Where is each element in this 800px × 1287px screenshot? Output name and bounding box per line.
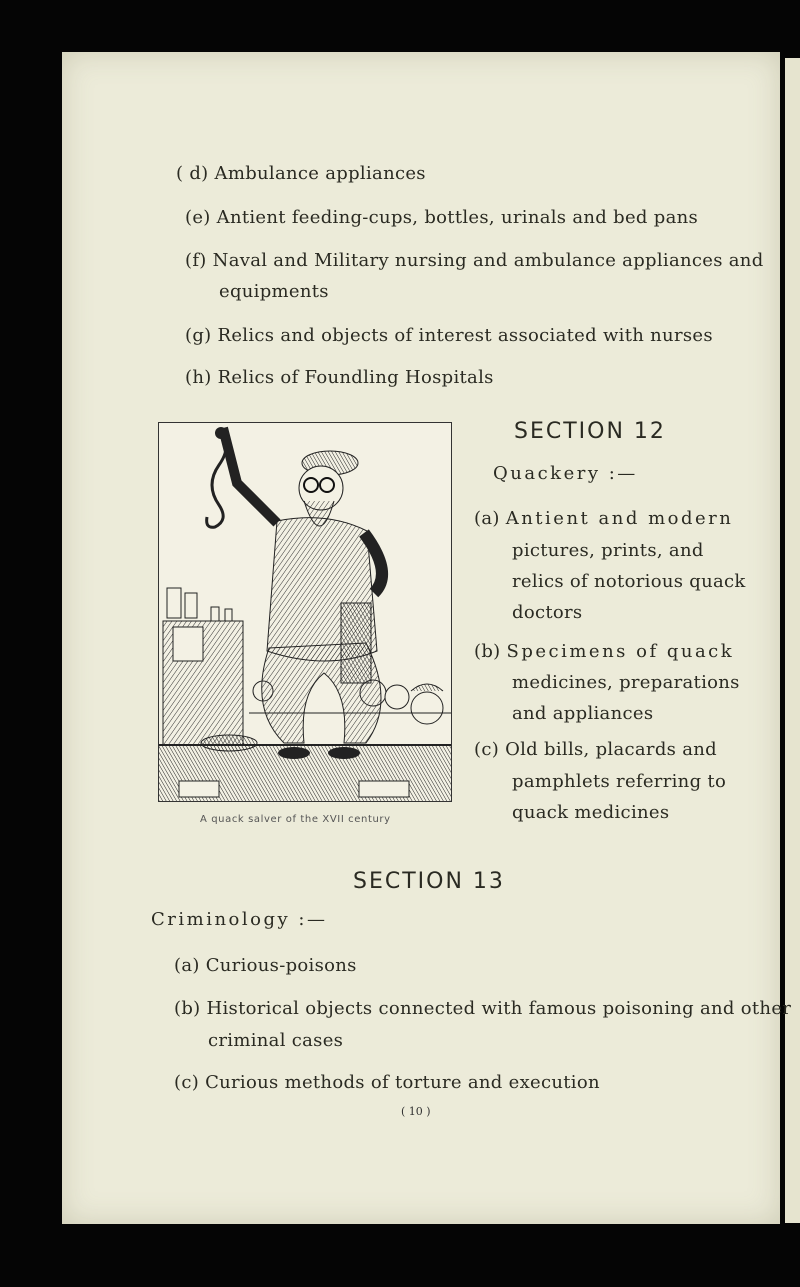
section-13-item-b: (b) Historical objects connected with famous poisoning and other	[174, 998, 792, 1019]
section-13-heading: SECTION 13	[353, 869, 505, 894]
section-12-item-b: (b) Specimens of quack	[474, 641, 735, 662]
list-item-f: (f) Naval and Military nursing and ambulance appliances and	[185, 250, 764, 271]
section-12-heading: SECTION 12	[514, 419, 666, 444]
quack-salver-illustration	[158, 422, 452, 802]
quack-salver-engraving	[159, 423, 451, 801]
list-item-g: (g) Relics and objects of interest associated with nurses	[185, 325, 713, 346]
section-12-item-a-line2: pictures, prints, and	[512, 540, 704, 561]
list-item-f-cont: equipments	[219, 281, 329, 302]
section-12-item-b-line3: and appliances	[512, 703, 654, 724]
section-13-subheading: Criminology :—	[151, 909, 328, 930]
section-12-item-c-line3: quack medicines	[512, 802, 670, 823]
list-item-e: (e) Antient feeding-cups, bottles, urinals and bed pans	[185, 207, 699, 228]
section-13-item-b-cont: criminal cases	[208, 1030, 344, 1051]
section-12-item-c-line2: pamphlets referring to	[512, 771, 727, 792]
page-number: ( 10 )	[401, 1105, 431, 1118]
section-13-item-a: (a) Curious-poisons	[174, 955, 357, 976]
illustration-caption: A quack salver of the XVII century	[200, 814, 391, 825]
list-item-d: ( d) Ambulance appliances	[176, 163, 426, 184]
section-12-item-a-line3: relics of notorious quack	[512, 571, 746, 592]
section-13-item-c: (c) Curious methods of torture and execution	[174, 1072, 600, 1093]
section-12-item-a: (a) Antient and modern	[474, 508, 734, 529]
next-page-edge	[785, 58, 800, 1223]
section-12-subheading: Quackery :—	[493, 463, 638, 484]
section-12-item-c: (c) Old bills, placards and	[474, 739, 717, 760]
section-12-item-a-line4: doctors	[512, 602, 583, 623]
list-item-h: (h) Relics of Foundling Hospitals	[185, 367, 494, 388]
section-12-item-b-line2: medicines, preparations	[512, 672, 740, 693]
